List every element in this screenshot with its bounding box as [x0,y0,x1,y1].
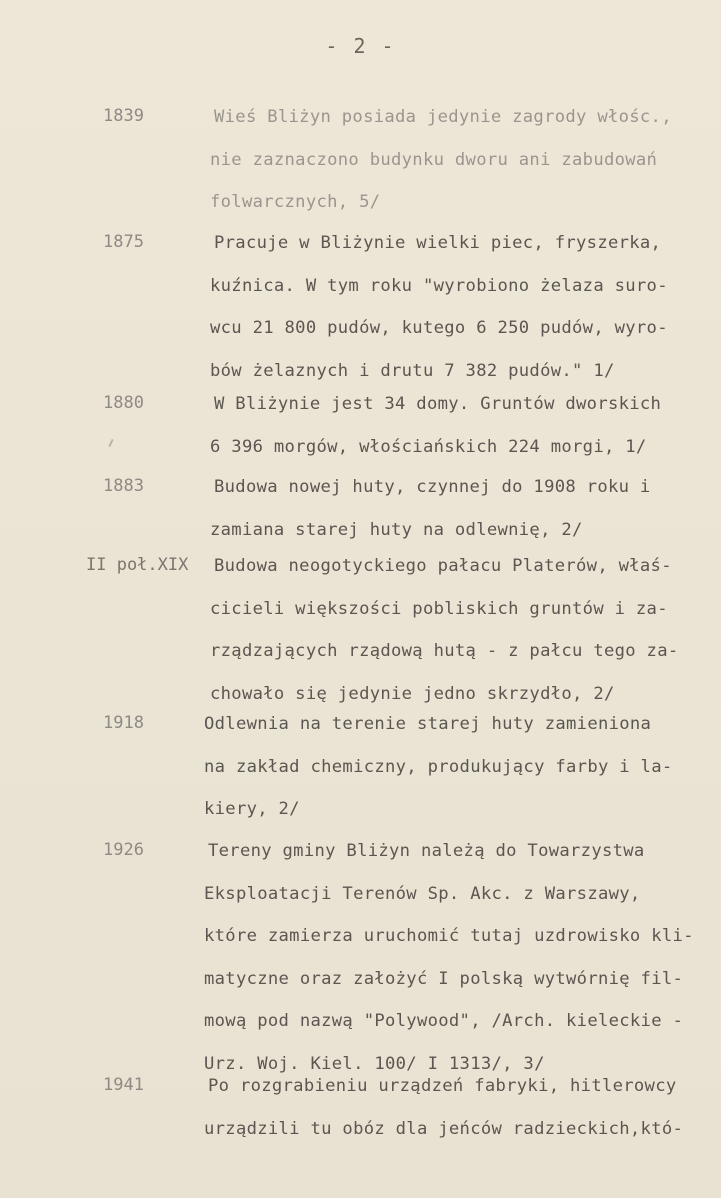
entry-text [204,1065,684,1150]
entry-line: W Bliżynie jest 34 domy. Gruntów dworskich [214,394,662,414]
entry-text [210,383,690,468]
entry-line: kuźnica. W tym roku "wyrobiono żelaza suro- [210,275,668,296]
entry-line: matyczne oraz założyć I polską wytwórnię fil- [204,968,684,989]
pencil-mark [108,439,113,447]
page-number: - 2 - [325,34,396,58]
entry-text [204,830,694,1085]
entry-line: urządzili tu obóz dla jeńców radzieckich,któ- [204,1118,684,1139]
entry-line: Budowa nowej huty, czynnej do 1908 roku i [214,477,651,497]
entry-line: 6 396 morgów, włościańskich 224 morgi, 1/ [210,436,647,457]
entry-year: 1918 [103,713,144,733]
entry-text [210,222,690,392]
entry-line: chowało się jedynie jedno skrzydło, 2/ [210,683,615,704]
entry-line: Tereny gminy Bliżyn należą do Towarzystwa [208,841,645,861]
entry-line: mową pod nazwą "Polywood", /Arch. kieleckie - [204,1011,684,1031]
entry-text [210,466,690,551]
entry-line: rządzających rządową hutą - z pałcu tego za- [210,641,679,661]
entry-year: 1839 [103,106,144,126]
entry-year: 1926 [103,840,144,860]
entry-line: wcu 21 800 pudów, kutego 6 250 pudów, wyro- [210,318,668,338]
entry-text [204,703,684,831]
entry-year: II poł.XIX [86,555,189,575]
entry-line: bów żelaznych i drutu 7 382 pudów." 1/ [210,360,615,381]
entry-year: 1941 [103,1075,144,1095]
entry-year: 1880 [103,393,144,413]
entry-line: które zamierza uruchomić tutaj uzdrowisko kli- [204,926,694,946]
entry-line: folwarcznych, 5/ [210,192,381,212]
entry-line: Eksploatacji Terenów Sp. Akc. z Warszawy, [204,883,641,904]
entry-line: Wieś Bliżyn posiada jedynie zagrody włośc., [214,107,672,127]
entry-year: 1875 [103,232,144,252]
entry-line: zamiana starej huty na odlewnię, 2/ [210,519,583,540]
entry-line: nie zaznaczono budynku dworu ani zabudowań [210,149,658,170]
entry-line: Urz. Woj. Kiel. 100/ I 1313/, 3/ [204,1053,545,1074]
entry-year: 1883 [103,476,144,496]
entry-text [210,96,690,224]
entry-line: kiery, 2/ [204,799,300,819]
entry-line: Budowa neogotyckiego pałacu Platerów, właś- [214,556,672,576]
entry-text [210,545,690,715]
entry-line: cicieli większości pobliskich gruntów i za- [210,598,668,619]
entry-line: Po rozgrabieniu urządzeń fabryki, hitlerowcy [208,1076,677,1096]
entry-line: na zakład chemiczny, produkujący farby i la- [204,756,673,777]
entry-line: Pracuje w Bliżynie wielki piec, fryszerka, [214,233,662,253]
entry-line: Odlewnia na terenie starej huty zamieniona [204,714,652,734]
